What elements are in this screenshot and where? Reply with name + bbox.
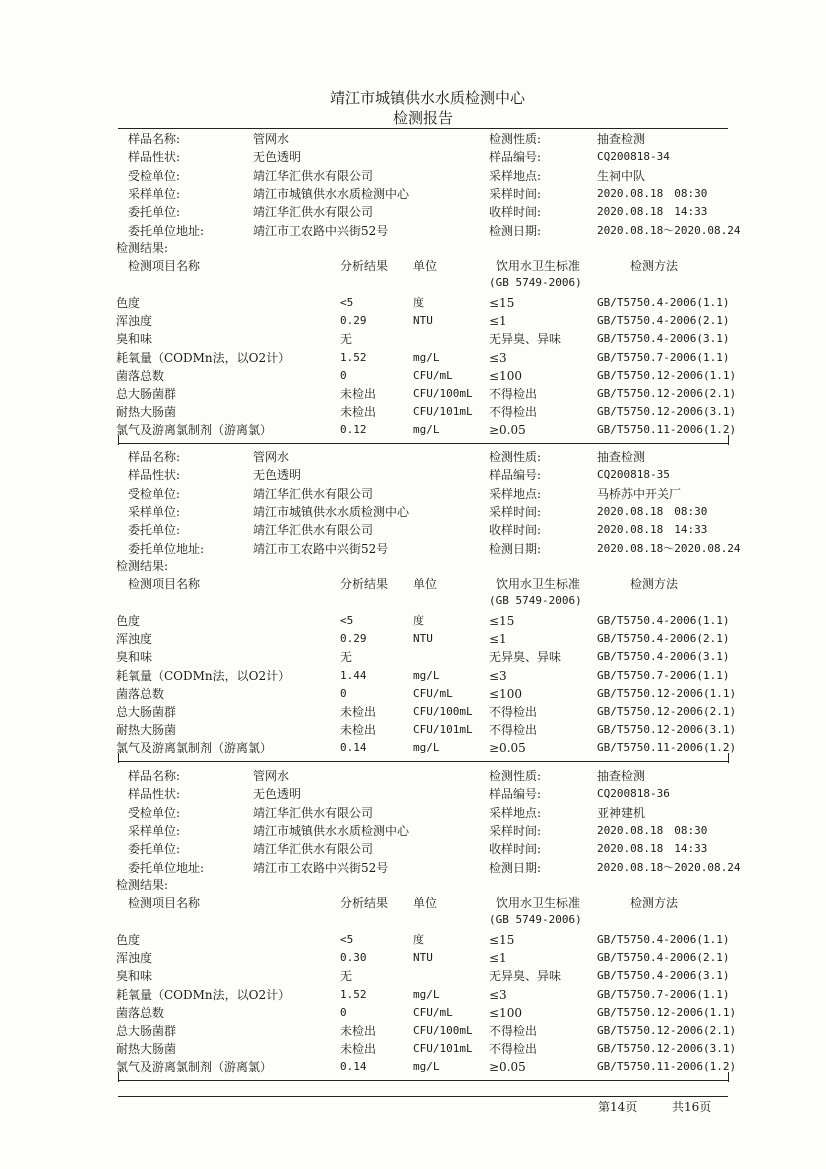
row-method: GB/T5750.4-2006(2.1) [597,314,730,328]
field-label: 收样时间: [489,205,542,220]
row-result: 0 [340,1005,347,1019]
field-value: 抽查检测 [597,769,646,783]
row-unit: CFU/mL [413,1005,453,1019]
col-header-standard: 饮用水卫生标准 [496,259,581,273]
row-result: 0.14 [340,1060,367,1074]
field-label: 样品性状: [128,150,181,165]
section-rule [118,443,728,444]
row-standard: ≤100 [489,686,522,701]
row-method: GB/T5750.12-2006(3.1) [597,723,737,737]
row-unit: mg/L [413,741,440,755]
col-header-method: 检测方法 [630,577,679,591]
col-header-unit: 单位 [413,259,438,273]
row-method: GB/T5750.11-2006(1.2) [597,423,737,437]
field-value: 抽查检测 [597,132,646,146]
col-header-method: 检测方法 [630,259,679,273]
row-item: 耐热大肠菌 [116,1042,177,1057]
row-result: 0 [340,368,347,382]
row-method: GB/T5750.4-2006(1.1) [597,296,730,309]
section-tick-right [728,753,729,763]
row-item: 臭和味 [116,650,153,665]
row-unit: CFU/101mL [413,1042,473,1056]
row-result: <5 [340,933,354,946]
row-item: 总大肠菌群 [116,387,177,401]
row-standard: ≥0.05 [489,741,526,756]
field-label: 样品名称: [128,450,181,464]
field-label: 受检单位: [128,486,181,501]
field-value: 抽查检测 [597,450,646,464]
row-standard: ≤100 [489,368,522,383]
section-tick-left [118,435,119,445]
row-result: <5 [340,296,354,309]
row-standard: ≤1 [489,951,507,966]
row-item: 臭和味 [116,332,153,347]
row-unit: CFU/100mL [413,387,473,400]
row-item: 菌落总数 [116,368,165,383]
row-standard: 不得检出 [489,387,538,401]
row-result: 未检出 [340,387,377,401]
row-unit: mg/L [413,423,440,437]
field-label: 检测日期: [489,541,542,556]
row-method: GB/T5750.4-2006(3.1) [597,332,730,346]
field-value: 2020.08.18 08:30 [597,186,708,200]
row-unit: NTU [413,314,433,328]
row-result: 无 [340,650,353,665]
field-label: 采样时间: [489,504,542,519]
field-value: 马桥苏中开关厂 [597,486,682,501]
row-result: 0.29 [340,314,367,328]
report-title: 检测报告 [393,109,454,127]
row-unit: CFU/mL [413,368,453,382]
row-standard: 不得检出 [489,723,538,738]
row-standard: ≤15 [489,614,515,628]
row-item: 耗氧量（CODMn法，以O2计） [116,668,291,683]
row-method: GB/T5750.4-2006(1.1) [597,614,730,627]
col-header-method: 检测方法 [630,896,679,910]
field-label: 受检单位: [128,805,181,820]
field-value: 无色透明 [253,787,302,802]
col-header-standard: 饮用水卫生标准 [496,896,581,910]
row-item: 浑浊度 [116,314,153,329]
field-label: 检测日期: [489,223,542,238]
row-standard: 无异臭、异味 [489,969,562,984]
row-standard: ≤1 [489,314,507,329]
field-label: 委托单位地址: [128,860,205,875]
col-header-unit: 单位 [413,896,438,910]
field-label: 采样地点: [489,805,542,820]
field-value: CQ200818-36 [597,787,670,801]
field-value: CQ200818-35 [597,468,670,482]
row-item: 浑浊度 [116,632,153,647]
col-header-unit: 单位 [413,577,438,591]
row-item: 菌落总数 [116,1005,165,1020]
field-label: 样品名称: [128,769,181,783]
results-label: 检测结果: [116,559,169,573]
row-result: 1.52 [340,987,367,1001]
row-result: 未检出 [340,1042,377,1057]
row-standard: 不得检出 [489,1042,538,1057]
row-unit: CFU/mL [413,686,453,700]
row-method: GB/T5750.7-2006(1.1) [597,350,730,364]
row-method: GB/T5750.4-2006(3.1) [597,650,730,664]
row-unit: CFU/100mL [413,705,473,718]
row-unit: mg/L [413,668,440,682]
row-result: 0.29 [340,632,367,646]
col-header-item: 检测项目名称 [128,259,201,273]
center-title: 靖江市城镇供水水质检测中心 [330,89,526,107]
row-method: GB/T5750.11-2006(1.2) [597,741,737,755]
row-method: GB/T5750.12-2006(1.1) [597,686,737,700]
row-unit: NTU [413,632,433,646]
row-standard: ≤3 [489,987,507,1002]
row-method: GB/T5750.12-2006(3.1) [597,405,737,419]
field-label: 采样单位: [128,823,181,838]
bottom-rule [118,1096,728,1097]
field-value: 2020.08.18 14:33 [597,523,708,537]
row-result: 0.14 [340,741,367,755]
row-result: 0.12 [340,423,367,437]
section-tick-left [118,753,119,763]
row-method: GB/T5750.4-2006(2.1) [597,951,730,965]
row-standard: 无异臭、异味 [489,650,562,665]
row-method: GB/T5750.4-2006(3.1) [597,969,730,983]
col-header-standard-code: (GB 5749-2006) [489,276,582,289]
field-label: 委托单位地址: [128,541,205,556]
field-value: 2020.08.18～2020.08.24 [597,541,741,555]
field-label: 检测性质: [489,450,542,464]
field-value: 靖江华汇供水有限公司 [253,205,374,220]
col-header-standard-code: (GB 5749-2006) [489,913,582,926]
row-method: GB/T5750.11-2006(1.2) [597,1060,737,1074]
field-value: 管网水 [253,769,290,783]
field-label: 样品编号: [489,787,542,802]
field-value: 生祠中队 [597,168,646,183]
field-label: 委托单位: [128,205,181,220]
page-number: 第14页 [598,1100,638,1114]
row-unit: mg/L [413,987,440,1001]
row-method: GB/T5750.7-2006(1.1) [597,668,730,682]
row-standard: 不得检出 [489,405,538,420]
results-label: 检测结果: [116,241,169,255]
row-result: <5 [340,614,354,627]
field-label: 样品性状: [128,787,181,802]
row-result: 未检出 [340,405,377,420]
col-header-standard-code: (GB 5749-2006) [489,594,582,607]
row-item: 色度 [116,933,141,947]
field-value: 靖江市城镇供水水质检测中心 [253,504,410,519]
col-header-item: 检测项目名称 [128,577,201,591]
row-item: 菌落总数 [116,686,165,701]
row-standard: ≥0.05 [489,423,526,438]
row-result: 无 [340,332,353,347]
row-item: 氯气及游离氯制剂（游离氯） [116,741,273,756]
field-value: 靖江华汇供水有限公司 [253,486,374,501]
field-value: 2020.08.18 08:30 [597,504,708,518]
row-standard: ≤3 [489,350,507,365]
section-tick-right [728,1072,729,1082]
field-value: 2020.08.18～2020.08.24 [597,860,741,874]
field-label: 样品编号: [489,150,542,165]
row-item: 浑浊度 [116,951,153,966]
row-item: 耗氧量（CODMn法，以O2计） [116,350,291,365]
row-unit: 度 [413,296,424,309]
field-value: 管网水 [253,132,290,146]
field-value: CQ200818-34 [597,150,670,164]
row-standard: ≤1 [489,632,507,647]
row-method: GB/T5750.7-2006(1.1) [597,987,730,1001]
row-standard: ≤15 [489,933,515,947]
field-label: 采样时间: [489,186,542,201]
row-standard: ≤15 [489,296,515,310]
field-label: 收样时间: [489,523,542,538]
field-value: 靖江市工农路中兴街52号 [253,860,389,875]
row-method: GB/T5750.12-2006(1.1) [597,1005,737,1019]
row-item: 臭和味 [116,969,153,984]
row-result: 无 [340,969,353,984]
section-tick-right [728,435,729,445]
page-total: 共16页 [672,1100,712,1114]
field-label: 委托单位地址: [128,223,205,238]
field-label: 采样地点: [489,168,542,183]
field-label: 采样地点: [489,486,542,501]
field-value: 2020.08.18 14:33 [597,842,708,856]
field-value: 2020.08.18 08:30 [597,823,708,837]
field-value: 靖江华汇供水有限公司 [253,842,374,857]
col-header-standard: 饮用水卫生标准 [496,577,581,591]
row-standard: 不得检出 [489,1024,538,1038]
field-value: 无色透明 [253,150,302,165]
field-value: 靖江华汇供水有限公司 [253,168,374,183]
field-label: 检测日期: [489,860,542,875]
row-unit: mg/L [413,1060,440,1074]
row-standard: 无异臭、异味 [489,332,562,347]
field-value: 靖江市工农路中兴街52号 [253,223,389,238]
field-value: 管网水 [253,450,290,464]
row-item: 耐热大肠菌 [116,723,177,738]
field-value: 2020.08.18 14:33 [597,205,708,219]
row-item: 总大肠菌群 [116,1024,177,1038]
row-item: 色度 [116,614,141,628]
row-item: 耐热大肠菌 [116,405,177,420]
row-result: 未检出 [340,705,377,719]
row-unit: NTU [413,951,433,965]
field-value: 靖江市工农路中兴街52号 [253,541,389,556]
col-header-item: 检测项目名称 [128,896,201,910]
field-label: 收样时间: [489,842,542,857]
field-value: 靖江华汇供水有限公司 [253,523,374,538]
row-standard: ≥0.05 [489,1060,526,1075]
field-value: 靖江市城镇供水水质检测中心 [253,823,410,838]
field-label: 受检单位: [128,168,181,183]
row-item: 氯气及游离氯制剂（游离氯） [116,423,273,438]
results-label: 检测结果: [116,878,169,892]
row-unit: 度 [413,933,424,946]
row-unit: 度 [413,614,424,627]
field-label: 样品性状: [128,468,181,483]
row-method: GB/T5750.12-2006(2.1) [597,705,737,718]
row-unit: mg/L [413,350,440,364]
row-method: GB/T5750.12-2006(2.1) [597,1024,737,1037]
field-label: 采样单位: [128,504,181,519]
field-value: 2020.08.18～2020.08.24 [597,223,741,237]
top-rule [118,128,728,129]
col-header-result: 分析结果 [340,577,389,591]
field-label: 样品名称: [128,132,181,146]
row-unit: CFU/101mL [413,405,473,419]
row-method: GB/T5750.12-2006(1.1) [597,368,737,382]
field-label: 委托单位: [128,842,181,857]
row-result: 1.44 [340,668,367,682]
row-result: 未检出 [340,723,377,738]
field-label: 检测性质: [489,769,542,783]
row-method: GB/T5750.12-2006(3.1) [597,1042,737,1056]
row-item: 耗氧量（CODMn法，以O2计） [116,987,291,1002]
row-result: 未检出 [340,1024,377,1038]
section-rule [118,1080,728,1081]
row-item: 色度 [116,296,141,310]
section-tick-left [118,1072,119,1082]
col-header-result: 分析结果 [340,259,389,273]
field-value: 无色透明 [253,468,302,483]
field-label: 样品编号: [489,468,542,483]
row-unit: CFU/101mL [413,723,473,737]
row-standard: 不得检出 [489,705,538,719]
row-standard: ≤3 [489,668,507,683]
row-method: GB/T5750.12-2006(2.1) [597,387,737,400]
row-method: GB/T5750.4-2006(2.1) [597,632,730,646]
col-header-result: 分析结果 [340,896,389,910]
row-item: 氯气及游离氯制剂（游离氯） [116,1060,273,1075]
row-standard: ≤100 [489,1005,522,1020]
field-label: 委托单位: [128,523,181,538]
row-unit: CFU/100mL [413,1024,473,1037]
field-label: 采样单位: [128,186,181,201]
field-label: 检测性质: [489,132,542,146]
row-item: 总大肠菌群 [116,705,177,719]
field-label: 采样时间: [489,823,542,838]
row-result: 1.52 [340,350,367,364]
field-value: 亚神建机 [597,805,646,820]
row-result: 0.30 [340,951,367,965]
field-value: 靖江市城镇供水水质检测中心 [253,186,410,201]
row-method: GB/T5750.4-2006(1.1) [597,933,730,946]
row-result: 0 [340,686,347,700]
field-value: 靖江华汇供水有限公司 [253,805,374,820]
section-rule [118,761,728,762]
